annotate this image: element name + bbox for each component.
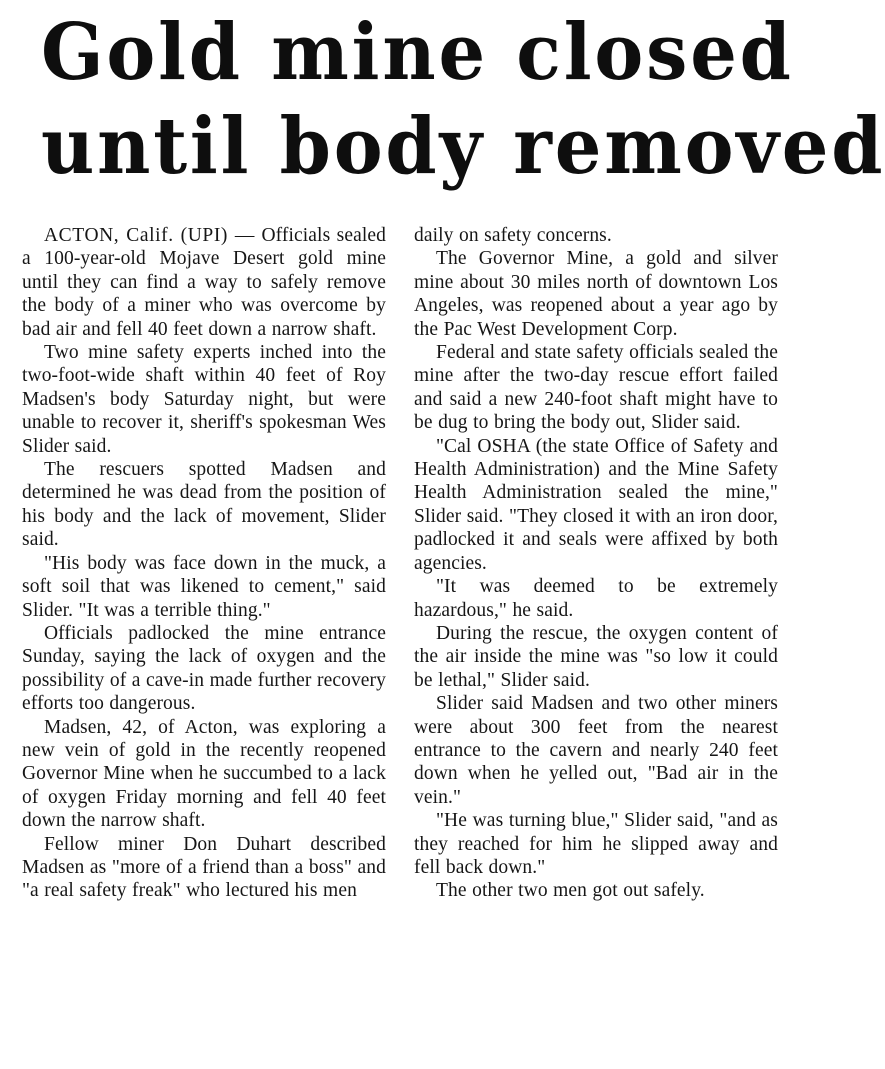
article-paragraph: Madsen, 42, of Acton, was exploring a new vein of gold in the recently reopened Governor Mine when he succumbed to a lack of oxygen Friday morning and fell 40 feet down the narrow shaft. (22, 716, 386, 832)
article-paragraph: Slider said Madsen and two other miners were about 300 feet from the nearest entrance to the cavern and nearly 240 feet down when he yelled out, "Bad air in the vein." (414, 693, 778, 808)
headline-line-2: until body removed (40, 101, 885, 192)
article-paragraph: Officials padlocked the mine entrance Sunday, saying the lack of oxygen and the possibility of a cave-in made further recovery efforts too dangerous. (22, 622, 386, 715)
article-paragraph: "His body was face down in the muck, a soft soil that was likened to cement," said Slider. "It was a terrible thing." (22, 552, 386, 621)
headline (40, 6, 885, 194)
article-paragraph: "He was turning blue," Slider said, "and as they reached for him he slipped away and fell back down." (414, 810, 778, 878)
article-paragraph: The rescuers spotted Madsen and determined he was dead from the position of his body and the lack of movement, Slider said. (22, 459, 386, 551)
article-paragraph: daily on safety concerns. (414, 225, 612, 246)
headline-line-1: Gold mine closed (40, 7, 794, 98)
article-column-right (414, 224, 778, 903)
article-paragraph: The other two men got out safely. (436, 880, 705, 902)
article-column-left (22, 224, 386, 903)
article-paragraph: "Cal OSHA (the state Office of Safety and Health Administration) and the Mine Safety Health Administration sealed the mine," Slider said. "They closed it with an iron door, padlocked it and seals were affixed by both agencies. (414, 435, 778, 574)
article-paragraph (22, 224, 386, 341)
dateline: ACTON, Calif. (UPI) — (44, 225, 256, 246)
article-paragraph: The Governor Mine, a gold and silver mine about 30 miles north of downtown Los Angeles, was reopened about a year ago by the Pac West Development Corp. (414, 248, 778, 340)
paragraph-text: Officials sealed a 100-year-old Mojave Desert gold mine until they can find a way to safely remove the body of a miner who was overcome by bad air and fell 40 feet down a narrow shaft. (22, 225, 386, 340)
article-paragraph: "It was deemed to be extremely hazardous," he said. (414, 576, 778, 621)
article-paragraph: During the rescue, the oxygen content of the air inside the mine was "so low it could be lethal," Slider said. (414, 622, 778, 691)
article-paragraph: Fellow miner Don Duhart described Madsen as "more of a friend than a boss" and "a real safety freak" who lectured his men (22, 833, 386, 902)
article-paragraph: Federal and state safety officials sealed the mine after the two-day rescue effort failed and said a new 240-foot shaft might have to be dug to bring the body out, Slider said. (414, 342, 778, 434)
article-paragraph: Two mine safety experts inched into the two-foot-wide shaft within 40 feet of Roy Madsen's body Saturday night, but were unable to recover it, sheriff's spokesman Wes Slider said. (22, 342, 386, 457)
